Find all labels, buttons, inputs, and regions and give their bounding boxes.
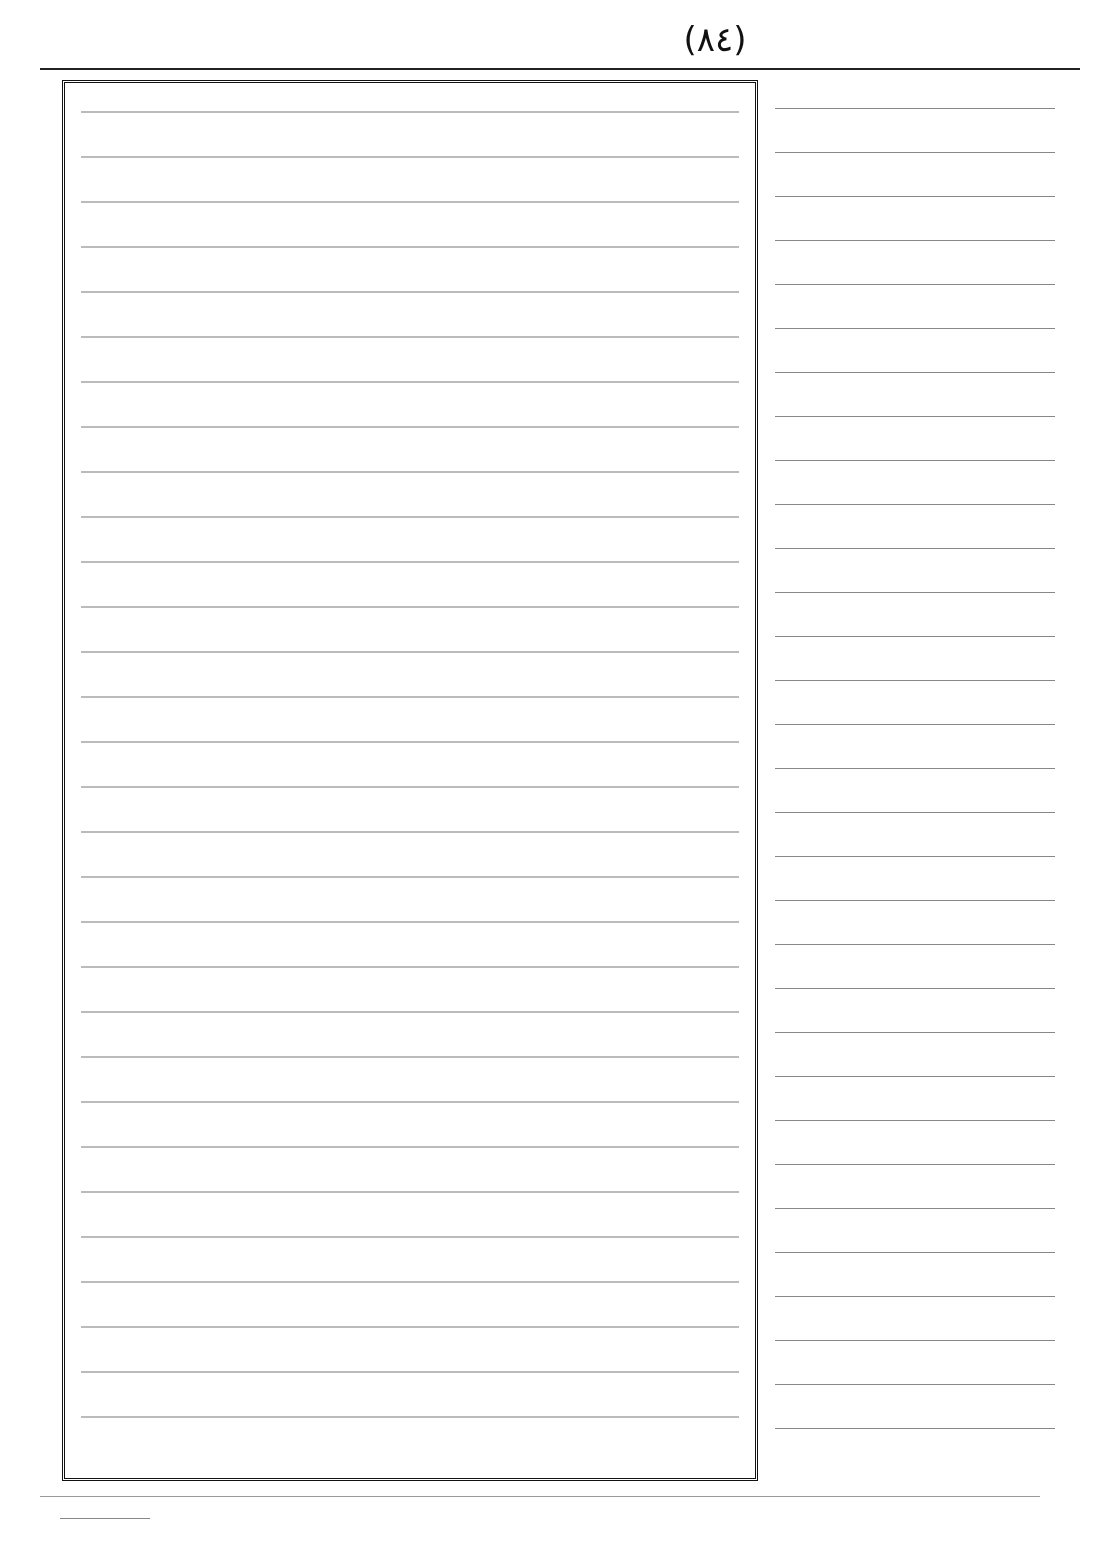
gloss-line [775,900,1055,901]
gloss-line [775,372,1055,373]
text-line [81,381,739,383]
gloss-line [775,812,1055,813]
gloss-line [775,504,1055,505]
gloss-line [775,416,1055,417]
text-line [81,606,739,608]
text-line [81,696,739,698]
text-line [81,876,739,878]
gloss-line [775,680,1055,681]
text-line [81,561,739,563]
gloss-line [775,548,1055,549]
gloss-line [775,460,1055,461]
gloss-line [775,1164,1055,1165]
text-line [81,471,739,473]
text-line [81,1236,739,1238]
text-line [81,291,739,293]
gloss-line [775,1340,1055,1341]
gloss-line [775,988,1055,989]
gloss-line [775,1076,1055,1077]
text-line [81,786,739,788]
gloss-line [775,1252,1055,1253]
gloss-line [775,196,1055,197]
gloss-line [775,1428,1055,1429]
gloss-line [775,592,1055,593]
text-line [81,1416,739,1418]
gloss-line [775,284,1055,285]
gloss-line [775,1296,1055,1297]
text-line [81,966,739,968]
text-line [81,1056,739,1058]
text-line [81,651,739,653]
gloss-line [775,1208,1055,1209]
gloss-line [775,724,1055,725]
gloss-line [775,152,1055,153]
text-line [81,1191,739,1193]
text-line [81,1011,739,1013]
gloss-line [775,1384,1055,1385]
main-text-panel [62,80,758,1481]
page-number: (٨٤) [683,20,747,60]
text-line [81,156,739,158]
running-header [40,40,1080,70]
text-line [81,111,739,113]
gloss-line [775,1120,1055,1121]
text-line [81,831,739,833]
gloss-line [775,108,1055,109]
text-line [81,336,739,338]
gloss-line [775,768,1055,769]
bottom-margin-line [40,1496,1040,1523]
text-line [81,201,739,203]
gloss-line [775,636,1055,637]
catchword [60,1492,150,1519]
gloss-line [775,944,1055,945]
gloss-line [775,240,1055,241]
marginal-commentary [765,80,1065,1503]
gloss-line [775,1032,1055,1033]
gloss-line [775,856,1055,857]
text-line [81,1146,739,1148]
text-line [81,246,739,248]
text-line [81,1101,739,1103]
text-line [81,1281,739,1283]
text-line [81,516,739,518]
text-line [81,1371,739,1373]
text-line [81,426,739,428]
text-line [81,921,739,923]
text-line [81,741,739,743]
main-text-lines [65,83,755,1418]
text-line [81,1326,739,1328]
gloss-line [775,328,1055,329]
